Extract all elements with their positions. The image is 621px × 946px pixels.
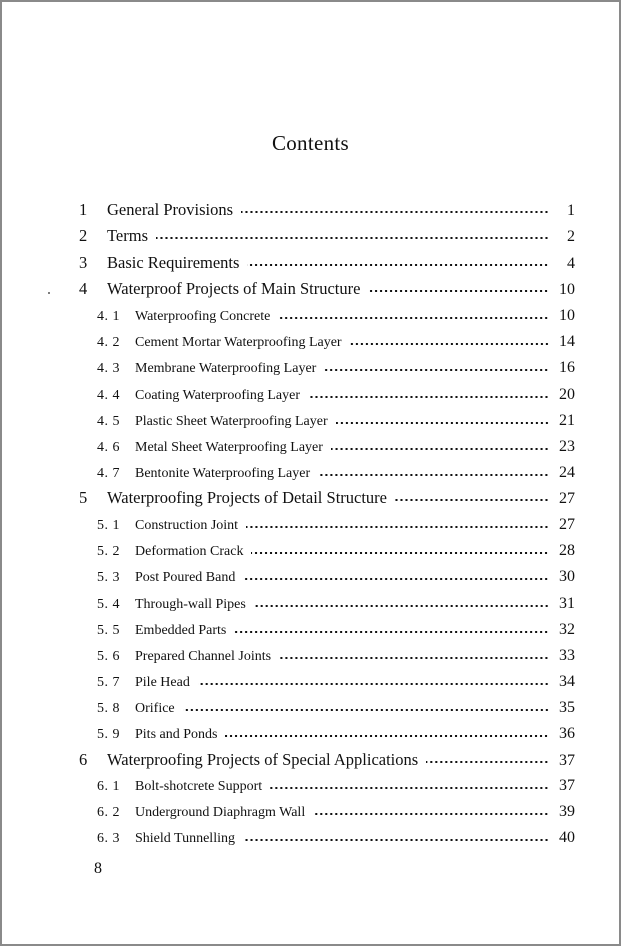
entry-page: 33 — [559, 647, 575, 664]
entry-title: Plastic Sheet Waterproofing Layer — [135, 414, 328, 429]
entry-number: 4. 5 — [97, 414, 120, 429]
entry-number: 2 — [79, 226, 88, 245]
entry-title: Through-wall Pipes — [135, 597, 246, 612]
entry-number: 5. 3 — [97, 570, 120, 585]
entry-title: Post Poured Band — [135, 570, 236, 585]
entry-number: 5. 1 — [97, 518, 120, 533]
entry-page: 36 — [559, 725, 575, 742]
entry-title: General Provisions — [107, 200, 234, 219]
page-number: 8 — [94, 860, 102, 877]
entry-page: 31 — [559, 595, 575, 612]
dot-leader — [247, 264, 549, 266]
entry-number: 4. 4 — [97, 388, 120, 403]
dot-leader — [254, 605, 549, 607]
entry-number: 4. 3 — [97, 361, 120, 376]
entry-number: 5. 6 — [97, 649, 120, 664]
entry-page: 32 — [559, 621, 575, 638]
toc-section — [97, 722, 575, 746]
entry-title: Basic Requirements — [107, 253, 240, 272]
toc-chapter — [79, 224, 575, 248]
dot-leader — [278, 317, 549, 319]
toc-chapter — [79, 486, 575, 510]
entry-number: 5. 2 — [97, 544, 120, 559]
toc-chapter — [79, 277, 575, 301]
toc-section — [97, 800, 575, 824]
page-title: Contents — [271, 131, 350, 155]
dot-leader — [251, 552, 549, 554]
dot-leader — [246, 526, 549, 528]
entry-page: 27 — [559, 490, 575, 507]
entry-page: 20 — [559, 386, 575, 403]
entry-title: Bolt-shotcrete Support — [135, 779, 263, 794]
toc-section — [97, 461, 575, 485]
entry-page: 27 — [559, 516, 575, 533]
entry-number: 4. 7 — [97, 466, 120, 481]
entry-number: 5 — [79, 488, 88, 507]
entry-title: Membrane Waterproofing Layer — [135, 361, 317, 376]
dot-leader — [279, 657, 549, 659]
entry-title: Terms — [107, 226, 149, 245]
toc-section — [97, 356, 575, 380]
entry-page: 4 — [567, 255, 575, 272]
dot-leader — [198, 683, 549, 685]
entry-page: 35 — [559, 699, 575, 716]
entry-title: Waterproofing Projects of Special Applications — [107, 750, 419, 769]
entry-page: 23 — [559, 438, 575, 455]
entry-page: 21 — [559, 412, 575, 429]
dot-leader — [426, 761, 549, 763]
entry-number: 5. 7 — [97, 675, 120, 690]
dot-leader — [318, 474, 549, 476]
dot-leader — [243, 839, 549, 841]
dot-leader — [225, 735, 549, 737]
entry-title: Shield Tunnelling — [135, 831, 235, 846]
dot-leader — [336, 422, 549, 424]
entry-page: 30 — [559, 568, 575, 585]
dot-leader — [350, 343, 549, 345]
toc-section — [97, 565, 575, 589]
entry-title: Embedded Parts — [135, 623, 227, 638]
dot-leader — [324, 369, 549, 371]
entry-number: 4. 6 — [97, 440, 120, 455]
entry-number: 5. 5 — [97, 623, 120, 638]
entry-title: Construction Joint — [135, 518, 239, 533]
dot-leader — [395, 499, 549, 501]
entry-number: 5. 9 — [97, 727, 120, 742]
dot-leader — [331, 448, 549, 450]
toc-chapter — [79, 251, 575, 275]
entry-page: 39 — [559, 803, 575, 820]
dot-leader — [183, 709, 549, 711]
entry-page: 40 — [559, 829, 575, 846]
entry-number: 6. 2 — [97, 805, 120, 820]
entry-page: 24 — [559, 464, 575, 481]
dot-leader — [156, 237, 549, 239]
entry-title: Prepared Channel Joints — [135, 649, 272, 664]
toc-section — [97, 826, 575, 850]
entry-page: 37 — [559, 752, 575, 769]
toc-section — [97, 539, 575, 563]
entry-number: 1 — [79, 200, 88, 219]
entry-number: 4 — [79, 279, 88, 298]
toc-section — [97, 330, 575, 354]
toc-section — [97, 409, 575, 433]
entry-page: 37 — [559, 777, 575, 794]
entry-title: Cement Mortar Waterproofing Layer — [135, 335, 342, 350]
toc-section — [97, 383, 575, 407]
entry-number: 6. 3 — [97, 831, 120, 846]
dot-leader — [270, 787, 549, 789]
entry-number: 6 — [79, 750, 88, 769]
toc-section — [97, 644, 575, 668]
toc-section — [97, 696, 575, 720]
entry-number: 5. 4 — [97, 597, 120, 612]
toc-chapter — [79, 198, 575, 222]
entry-title: Pits and Ponds — [135, 727, 218, 742]
entry-page: 10 — [559, 307, 575, 324]
entry-page: 34 — [559, 673, 575, 690]
dot-leader — [243, 578, 549, 580]
entry-number: 3 — [79, 253, 88, 272]
entry-title: Underground Diaphragm Wall — [135, 805, 306, 820]
entry-title: Metal Sheet Waterproofing Layer — [135, 440, 323, 455]
stray-print-mark — [48, 292, 50, 294]
entry-title: Waterproofing Projects of Detail Structure — [107, 488, 388, 507]
dot-leader — [313, 813, 549, 815]
toc-section — [97, 592, 575, 616]
toc-section — [97, 513, 575, 537]
entry-page: 16 — [559, 359, 575, 376]
entry-title: Waterproofing Concrete — [135, 309, 271, 324]
entry-number: 4. 1 — [97, 309, 120, 324]
toc-section — [97, 618, 575, 642]
toc-chapter — [79, 748, 575, 772]
entry-title: Orifice — [135, 701, 175, 716]
entry-number: 4. 2 — [97, 335, 120, 350]
toc-section — [97, 670, 575, 694]
entry-page: 10 — [559, 281, 575, 298]
entry-page: 1 — [567, 202, 575, 219]
entry-title: Waterproof Projects of Main Structure — [107, 279, 361, 298]
entry-number: 5. 8 — [97, 701, 120, 716]
entry-page: 2 — [567, 228, 575, 245]
entry-title: Deformation Crack — [135, 544, 244, 559]
toc-section — [97, 774, 575, 798]
entry-title: Bentonite Waterproofing Layer — [135, 466, 311, 481]
toc-section — [97, 435, 575, 459]
entry-title: Pile Head — [135, 675, 190, 690]
toc-section — [97, 304, 575, 328]
entry-page: 14 — [559, 333, 575, 350]
entry-title: Coating Waterproofing Layer — [135, 388, 301, 403]
entry-page: 28 — [559, 542, 575, 559]
dot-leader — [308, 396, 549, 398]
dot-leader — [241, 211, 549, 213]
dot-leader — [234, 631, 549, 633]
dot-leader — [368, 290, 549, 292]
entry-number: 6. 1 — [97, 779, 120, 794]
